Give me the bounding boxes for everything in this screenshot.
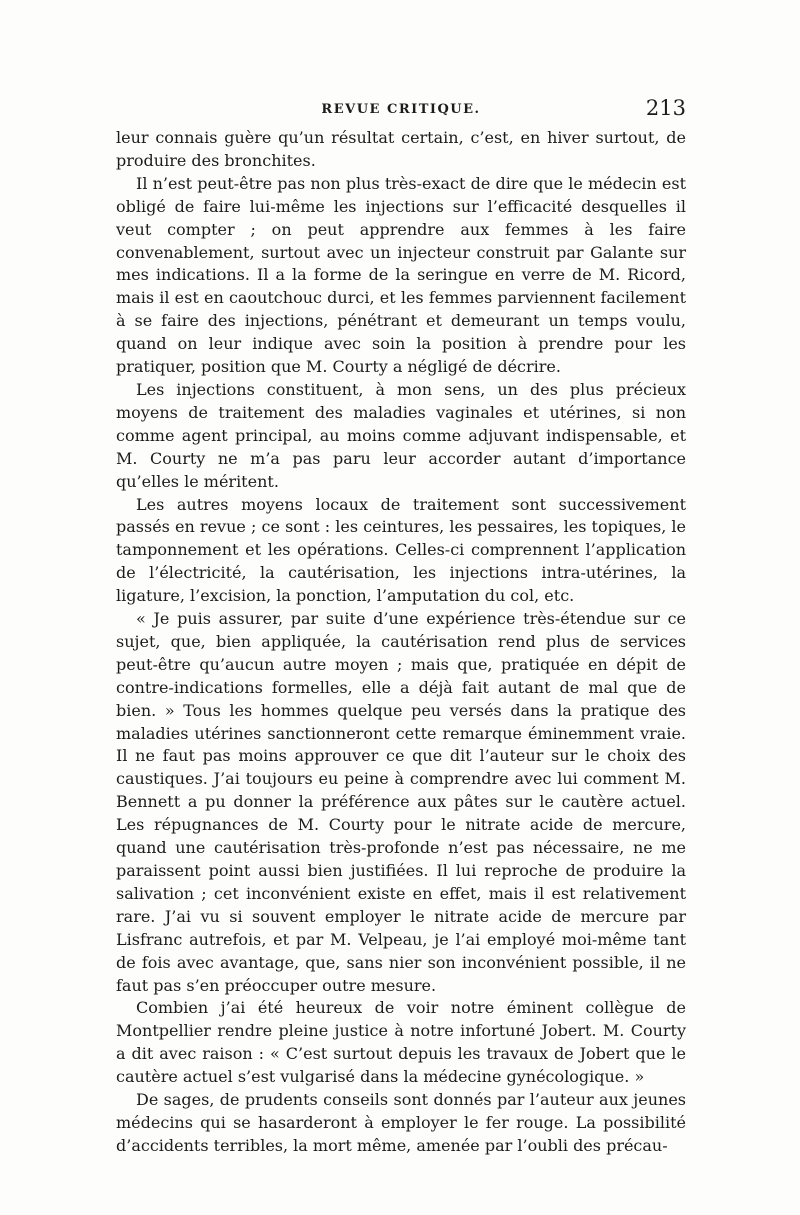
- paragraph: De sages, de prudents conseils sont donnés par l’auteur aux jeunes médecins qui se hasarderont à employer le fer rouge. La possibilité d’accidents terribles, la mort même, amenée par l’oubli des précau-: [116, 1090, 686, 1155]
- paragraph: leur connais guère qu’un résultat certain, c’est, en hiver surtout, de produire des bronchites.: [116, 128, 686, 170]
- paragraph: Combien j’ai été heureux de voir notre éminent collègue de Montpellier rendre pleine justice à notre infortuné Jobert. M. Courty a dit avec raison : « C’est surtout depuis les travaux de Jobert que le cautère actuel s’est vulgarisé dans la médecine gynécologique. »: [116, 998, 686, 1087]
- paragraph: « Je puis assurer, par suite d’une expérience très-étendue sur ce sujet, que, bien appliquée, la cautérisation rend plus de services peut-être qu’aucun autre moyen ; mais que, pratiquée en dépit de contre-indications formelles, elle a déjà fait autant de mal que de bien. » Tous les hommes quelque peu versés dans la pratique des maladies utérines sanctionneront cette remarque éminemment vraie. Il ne faut pas moins approuver ce que dit l’auteur sur le choix des caustiques. J’ai toujours eu peine à comprendre avec lui comment M. Bennett a pu donner la préférence aux pâtes sur le cautère actuel. Les répugnances de M. Courty pour le nitrate acide de mercure, quand une cautérisation très-profonde n’est pas nécessaire, ne me paraissent point aussi bien justifiées. Il lui reproche de produire la salivation ; cet inconvénient existe en effet, mais il est relativement rare. J’ai vu si souvent employer le nitrate acide de mercure par Lisfranc autrefois, et par M. Velpeau, je l’ai employé moi-même tant de fois avec avantage, que, sans nier son inconvénient possible, il ne faut pas s’en préoccuper outre mesure.: [116, 609, 686, 995]
- paragraph: Les injections constituent, à mon sens, un des plus précieux moyens de traitement des maladies vaginales et utérines, si non comme agent principal, au moins comme adjuvant indispensable, et M. Courty ne m’a pas paru leur accorder autant d’importance qu’elles le méritent.: [116, 379, 686, 491]
- paragraph: Les autres moyens locaux de traitement sont successivement passés en revue ; ce sont : les ceintures, les pessaires, les topiques, le tamponnement et les opérations. Celles-ci comprennent l’application de l’électricité, la cautérisation, les injections intra-utérines, la ligature, l’excision, la ponction, l’amputation du col, etc.: [116, 494, 686, 606]
- page-number: 213: [645, 96, 686, 120]
- running-title: REVUE CRITIQUE.: [321, 102, 481, 117]
- paragraph: Il n’est peut-être pas non plus très-exact de dire que le médecin est obligé de faire lui-même les injections sur l’efficacité desquelles il veut compter ; on peut apprendre aux femmes à les faire convenablement, surtout avec un injecteur construit par Galante sur mes indications. Il a la forme de la seringue en verre de M. Ricord, mais il est en caoutchouc durci, et les femmes parviennent facilement à se faire des injections, pénétrant et demeurant un temps voulu, quand on leur indique avec soin la position à prendre pour les pratiquer, position que M. Courty a négligé de décrire.: [116, 173, 686, 377]
- body-text: [116, 127, 686, 1158]
- running-header: [116, 96, 686, 122]
